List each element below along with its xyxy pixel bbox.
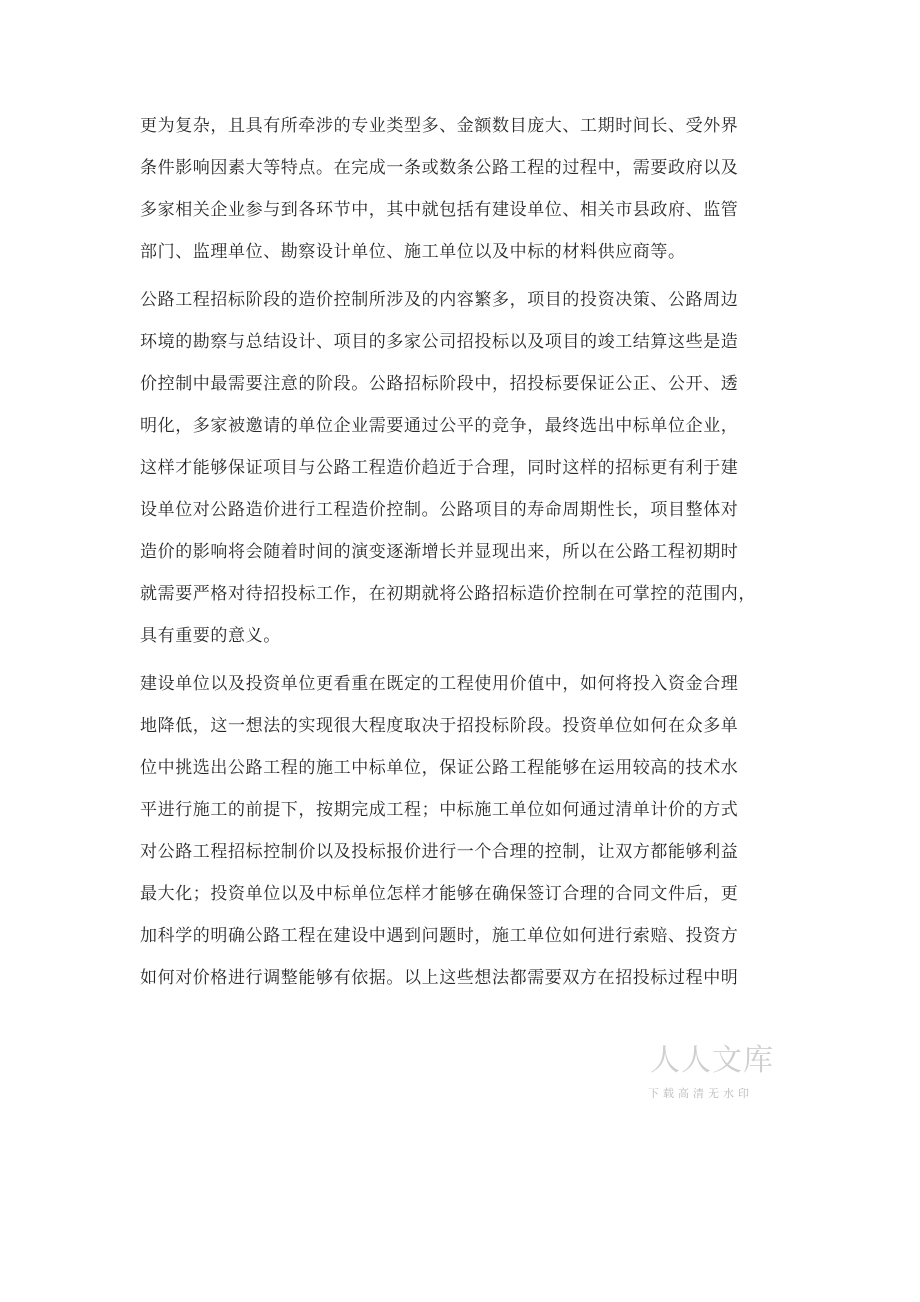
text-line: 条件影响因素大等特点。在完成一条或数条公路工程的过程中，需要政府以及 bbox=[140, 158, 739, 178]
text-line: 造价的影响将会随着时间的演变逐渐增长并显现出来，所以在公路工程初期时 bbox=[140, 542, 739, 562]
text-line: 就需要严格对待招投标工作，在初期就将公路招标造价控制在可掌控的范围内， bbox=[140, 584, 756, 604]
text-line: 对公路工程招标控制价以及投标报价进行一个合理的控制，让双方都能够利益 bbox=[140, 842, 739, 862]
text-line: 加科学的明确公路工程在建设中遇到问题时，施工单位如何进行索赔、投资方 bbox=[140, 926, 739, 946]
text-line: 具有重要的意义。 bbox=[140, 626, 281, 646]
text-line: 环境的勘察与总结设计、项目的多家公司招投标以及项目的竣工结算这些是造 bbox=[140, 332, 739, 352]
text-line: 地降低，这一想法的实现很大程度取决于招投标阶段。投资单位如何在众多单 bbox=[140, 716, 739, 736]
text-line: 如何对价格进行调整能够有依据。以上这些想法都需要双方在招投标过程中明 bbox=[140, 968, 739, 988]
text-line: 这样才能够保证项目与公路工程造价趋近于合理，同时这样的招标更有利于建 bbox=[140, 458, 739, 478]
text-line: 最大化；投资单位以及中标单位怎样才能够在确保签订合理的合同文件后，更 bbox=[140, 884, 739, 904]
text-line: 部门、监理单位、勘察设计单位、施工单位以及中标的材料供应商等。 bbox=[140, 242, 686, 262]
watermark-logo-text: 人人文库 bbox=[650, 1043, 774, 1078]
text-line: 位中挑选出公路工程的施工中标单位，保证公路工程能够在运用较高的技术水 bbox=[140, 758, 739, 778]
text-line: 多家相关企业参与到各环节中，其中就包括有建设单位、相关市县政府、监管 bbox=[140, 200, 739, 220]
watermark-subtitle: 下载高清无水印 bbox=[648, 1087, 753, 1100]
text-line: 更为复杂，且具有所牵涉的专业类型多、金额数目庞大、工期时间长、受外界 bbox=[140, 116, 739, 136]
text-line: 明化，多家被邀请的单位企业需要通过公平的竞争，最终选出中标单位企业， bbox=[140, 416, 739, 436]
text-line: 建设单位以及投资单位更看重在既定的工程使用价值中，如何将投入资金合理 bbox=[140, 674, 739, 694]
watermark bbox=[640, 1044, 780, 1102]
text-line: 公路工程招标阶段的造价控制所涉及的内容繁多，项目的投资决策、公路周边 bbox=[140, 290, 739, 310]
text-line: 平进行施工的前提下，按期完成工程；中标施工单位如何通过清单计价的方式 bbox=[140, 800, 739, 820]
text-line: 设单位对公路造价进行工程造价控制。公路项目的寿命周期性长，项目整体对 bbox=[140, 500, 739, 520]
text-line: 价控制中最需要注意的阶段。公路招标阶段中，招投标要保证公正、公开、透 bbox=[140, 374, 739, 394]
